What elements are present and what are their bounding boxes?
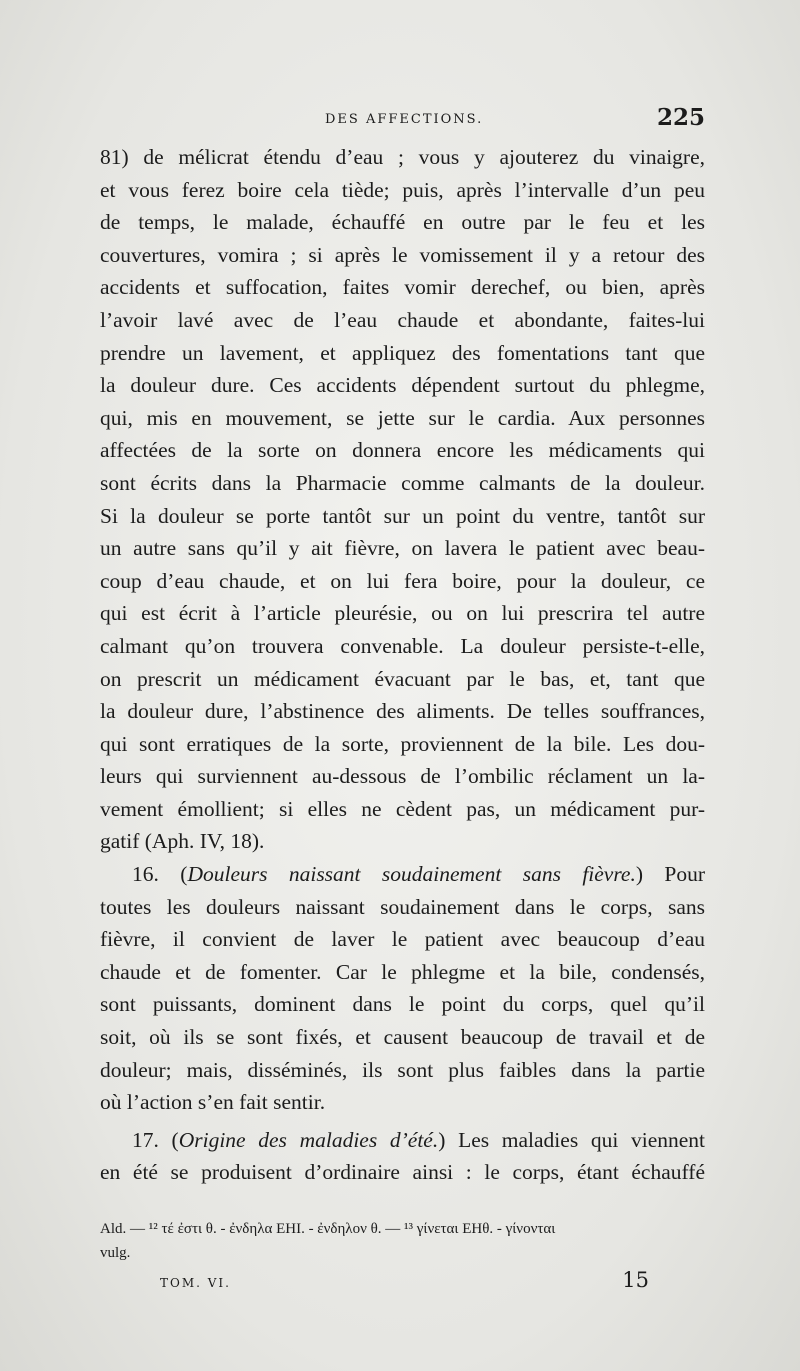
text-line: on prescrit un médicament évacuant par le bas, et, tant que bbox=[100, 666, 705, 691]
section-16-open-paren: ( bbox=[180, 862, 188, 887]
text-line: chaude et de fomenter. Car le phlegme et la bile, condensés, bbox=[100, 959, 705, 984]
text-line: leurs qui surviennent au-dessous de l’ombilic réclament un la- bbox=[100, 764, 705, 789]
section-16-heading-line bbox=[100, 858, 705, 891]
section-17-close-paren: ) bbox=[438, 1127, 446, 1152]
text-line: sont puissants, dominent dans le point du corps, quel qu’il bbox=[100, 992, 705, 1017]
text-line: de temps, le malade, échauffé en outre par le feu et les bbox=[100, 210, 705, 235]
text-line: et vous ferez boire cela tiède; puis, après l’intervalle d’un peu bbox=[100, 177, 705, 202]
body-text bbox=[100, 141, 705, 1189]
text-line: affectées de la sorte on donnera encore les médicaments qui bbox=[100, 438, 705, 463]
text-line: douleur; mais, disséminés, ils sont plus faibles dans la partie bbox=[100, 1057, 705, 1082]
text-line: 81) de mélicrat étendu d’eau ; vous y ajouterez du vinaigre, bbox=[100, 145, 705, 169]
text-line: un autre sans qu’il y ait fièvre, on lavera le patient avec beau- bbox=[100, 536, 705, 561]
text-line: qui, mis en mouvement, se jette sur le cardia. Aux personnes bbox=[100, 405, 705, 430]
section-16-close-paren: ) bbox=[635, 862, 644, 887]
text-line: fièvre, il convient de laver le patient avec beaucoup d’eau bbox=[100, 927, 705, 952]
running-title: DES AFFECTIONS. bbox=[325, 112, 484, 127]
page-header bbox=[100, 104, 705, 134]
text-line: accidents et suffocation, faites vomir derechef, ou bien, après bbox=[100, 275, 705, 300]
page-footer bbox=[100, 1268, 705, 1298]
text-line: l’avoir lavé avec de l’eau chaude et abondante, faites-lui bbox=[100, 307, 705, 332]
text-line: la douleur dure. Ces accidents dépendent surtout du phlegme, bbox=[100, 373, 705, 398]
volume-label: TOM. VI. bbox=[160, 1276, 231, 1290]
footnote-line: Ald. — ¹² τέ ἐστι θ. - ἐνδηλα ΕΗΙ. - ἐνδηλον θ. — ¹³ γίνεται ΕΗθ. - γίνονται bbox=[100, 1221, 556, 1237]
text-line: Si la douleur se porte tantôt sur un point du ventre, tantôt sur bbox=[100, 503, 705, 528]
text-line: sont écrits dans la Pharmacie comme calmants de la douleur. bbox=[100, 470, 705, 495]
text-line: qui est écrit à l’article pleurésie, ou on lui prescrira tel autre bbox=[100, 601, 705, 626]
signature-mark: 15 bbox=[622, 1268, 649, 1292]
section-17-number: 17. bbox=[132, 1127, 159, 1152]
text-line: soit, où ils se sont fixés, et causent beaucoup de travail et de bbox=[100, 1025, 705, 1050]
text-line: la douleur dure, l’abstinence des aliments. De telles souffrances, bbox=[100, 699, 705, 724]
footnote-line: vulg. bbox=[100, 1245, 131, 1261]
text-line: calmant qu’on trouvera convenable. La douleur persiste-t-elle, bbox=[100, 633, 705, 658]
text-line: vement émollient; si elles ne cèdent pas, un médicament pur- bbox=[100, 796, 705, 821]
text-line: toutes les douleurs naissant soudainement dans le corps, sans bbox=[100, 894, 705, 919]
text-line: qui sont erratiques de la sorte, proviennent de la bile. Les dou- bbox=[100, 731, 705, 756]
section-17-title: Origine des maladies d’été. bbox=[178, 1127, 439, 1152]
text-line: où l’action s’en fait sentir. bbox=[100, 1090, 326, 1115]
section-17-open-paren: ( bbox=[171, 1127, 179, 1152]
text-line: gatif (Aph. IV, 18). bbox=[100, 829, 265, 854]
text-line: coup d’eau chaude, et on lui fera boire, pour la douleur, ce bbox=[100, 568, 705, 593]
section-17-text: Les maladies qui viennent bbox=[458, 1127, 706, 1152]
text-line: couvertures, vomira ; si après le vomissement il y a retour des bbox=[100, 242, 705, 267]
section-16-number: 16. bbox=[132, 862, 159, 887]
section-16-text: Pour bbox=[664, 862, 706, 887]
footnote bbox=[100, 1217, 705, 1265]
page-number: 225 bbox=[656, 104, 705, 131]
text-line: en été se produisent d’ordinaire ainsi : le corps, étant échauffé bbox=[100, 1160, 705, 1185]
section-17-heading-line bbox=[100, 1124, 705, 1157]
text-line: prendre un lavement, et appliquez des fomentations tant que bbox=[100, 340, 705, 365]
section-16-title: Douleurs naissant soudainement sans fièvre. bbox=[187, 862, 636, 887]
